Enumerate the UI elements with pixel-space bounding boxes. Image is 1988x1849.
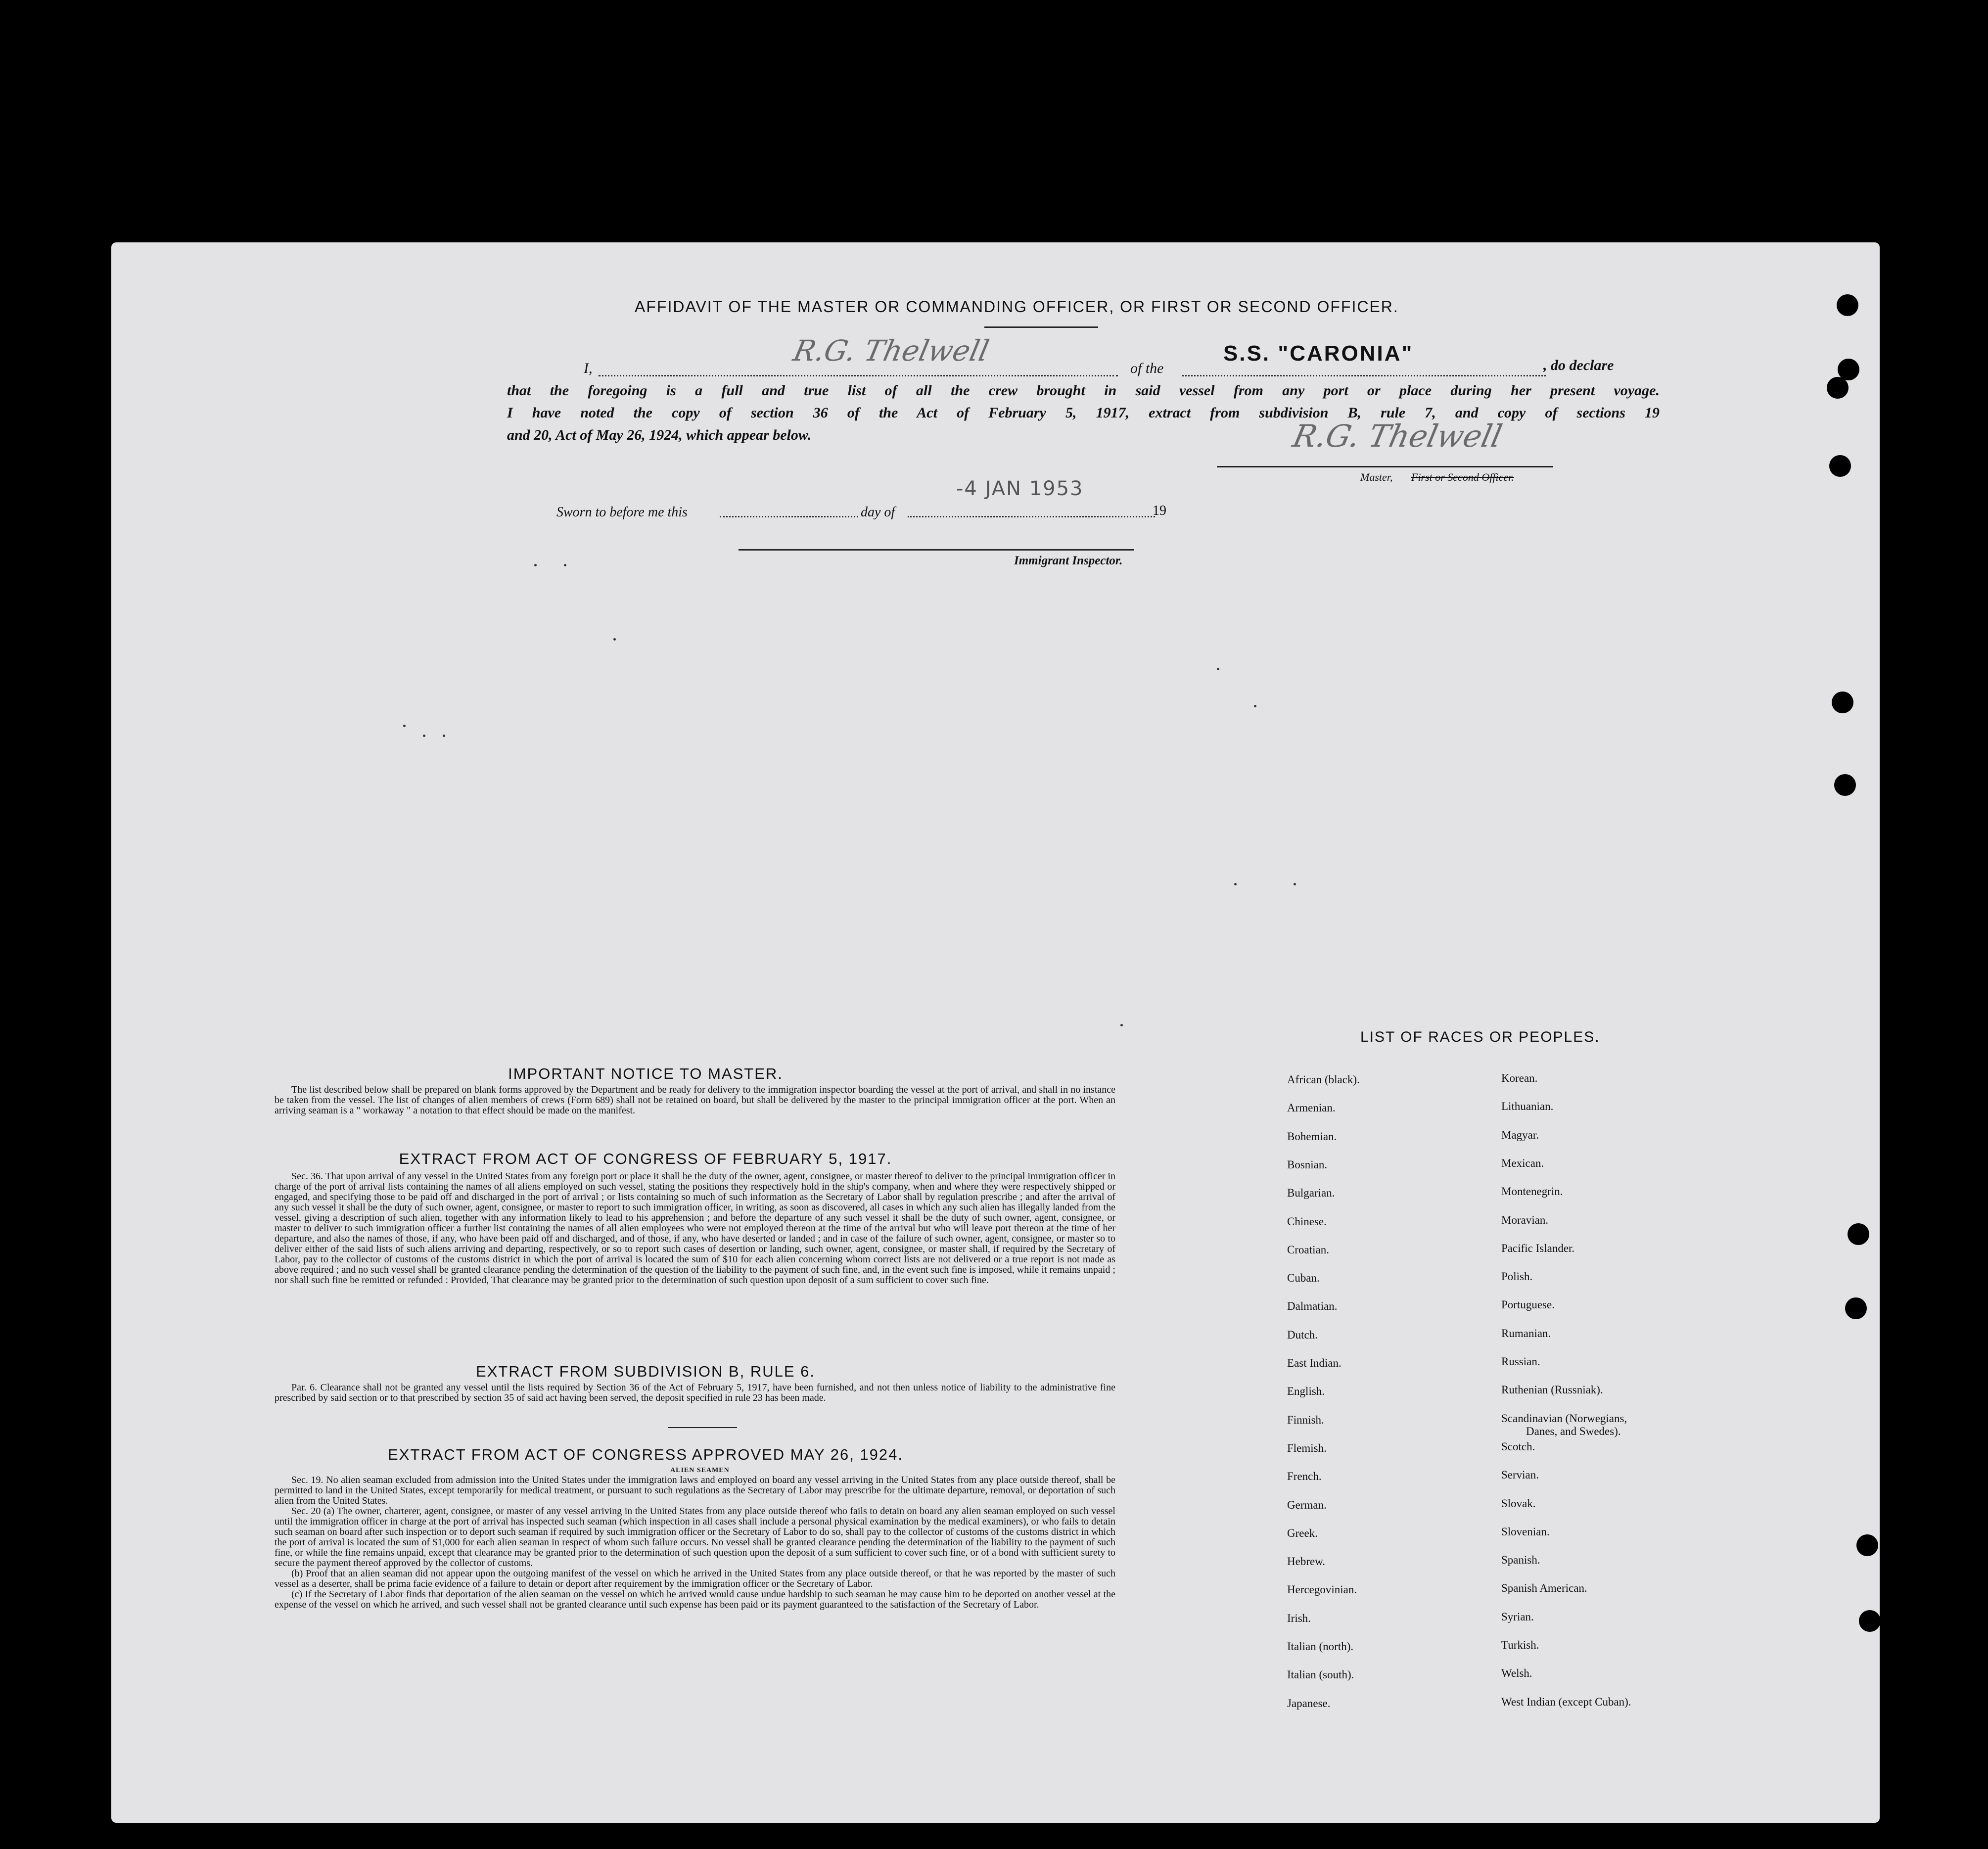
declaration-line-3: and 20, Act of May 26, 1924, which appear below.	[507, 427, 812, 443]
par-6-text: Par. 6. Clearance shall not be granted any vessel until the lists required by Section 36 of the Act of February 5, 1917, have been furnished, and not then unless notice of liability to the administrative fine prescribed by said section or to that prescribed by section 35 of said act having been served, the deposit specified in rule 23 has been made.	[275, 1382, 1115, 1403]
race-item: East Indian.	[1287, 1357, 1341, 1369]
race-item: Irish.	[1287, 1612, 1311, 1624]
race-item: Flemish.	[1287, 1441, 1327, 1454]
vessel-name: S.S. "CARONIA"	[1223, 341, 1414, 366]
race-item: Croatian.	[1287, 1243, 1329, 1256]
race-item: French.	[1287, 1470, 1322, 1483]
sworn-label: Sworn to before me this	[556, 505, 688, 520]
rule-6-rule	[668, 1427, 737, 1428]
race-item: Portuguese.	[1501, 1298, 1555, 1311]
title-rule	[984, 326, 1098, 328]
rule-6-title: EXTRACT FROM SUBDIVISION B, RULE 6.	[475, 1363, 816, 1380]
race-item: Servian.	[1501, 1469, 1539, 1481]
race-item: Armenian.	[1287, 1102, 1336, 1114]
race-item: German.	[1287, 1498, 1327, 1511]
race-item: Bulgarian.	[1287, 1187, 1335, 1200]
binder-hole	[1834, 774, 1856, 796]
day-of-label: day of	[861, 505, 895, 520]
binder-hole	[1837, 294, 1858, 316]
extract-1917-title: EXTRACT FROM ACT OF CONGRESS OF FEBRUARY 5, 1917.	[399, 1150, 892, 1167]
document-page	[111, 242, 1880, 1823]
binder-hole	[1859, 1610, 1880, 1632]
speck	[1254, 705, 1256, 707]
master-signature: R.G. Thelwell	[1290, 418, 1506, 454]
sworn-day-line	[720, 516, 858, 517]
section-20c-text: (c) If the Secretary of Labor finds that deportation of the alien seaman on the vessel on which he arrived would cause undue hardship to such seaman he may cause him to be deported on another vessel at the expense of the vessel on which he arrived, and such vessel shall not be granted clearance until such expense has been paid or its payment guaranteed to the satisfaction of the Secretary of Labor.	[275, 1589, 1115, 1610]
speck	[1120, 1024, 1123, 1026]
i-label: I,	[584, 360, 593, 376]
speck	[403, 725, 406, 727]
race-item: African (black).	[1287, 1073, 1360, 1086]
speck	[1294, 883, 1296, 885]
race-item: Slovenian.	[1501, 1525, 1550, 1538]
do-declare-label: , do declare	[1543, 357, 1614, 373]
speck	[564, 564, 566, 566]
race-item: Dalmatian.	[1287, 1300, 1338, 1313]
notice-text: The list described below shall be prepared on blank forms approved by the Department and be ready for delivery to the immigration inspector boarding the vessel at the port of arrival, and shall in no instance be taken from the vessel. The list of changes of alien members of crews (Form 689) shall not be retained on board, but shall be delivered by the master to the principal immigration officer at the port. When an arriving seaman is a " workaway " a notation to that effect should be made on the manifest.	[275, 1084, 1115, 1116]
race-item: Spanish American.	[1501, 1582, 1587, 1595]
notice-body	[275, 1085, 1115, 1116]
race-item: English.	[1287, 1385, 1325, 1398]
binder-hole	[1848, 1223, 1869, 1245]
race-item: Cuban.	[1287, 1272, 1320, 1285]
speck	[1217, 668, 1219, 670]
race-item: Finnish.	[1287, 1413, 1324, 1426]
section-20a-text: Sec. 20 (a) The owner, charterer, agent, consignee, or master of any vessel arriving in the United States from any place outside thereof who fails to detain on board any alien seaman employed on such vessel until the immigration officer in charge at the port of arrival has inspected such seaman (which inspection in all cases shall include a personal physical examination by the medical examiners), or who fails to detain such seaman on board after such inspection or to deport such seaman if required by such immigration officer or the Secretary of Labor to do so, shall pay to the collector of customs of the customs district in which the port of arrival is located the sum of $1,000 for each alien seaman in respect of whom such failure occurs. No vessel shall be granted clearance pending the determination of the liability to the payment of such fine, or while the fine remains unpaid, except that clearance may be granted prior to the determination of such question upon the deposit of a sum sufficient to cover such fine, or of a bond with sufficient surety to secure the payment thereof approved by the collector of customs.	[275, 1506, 1115, 1569]
race-item: Japanese.	[1287, 1697, 1331, 1710]
binder-hole	[1832, 692, 1853, 713]
speck	[1234, 883, 1237, 885]
notice-title: IMPORTANT NOTICE TO MASTER.	[508, 1065, 783, 1082]
inspector-label: Immigrant Inspector.	[1014, 554, 1123, 567]
race-item: Mexican.	[1501, 1156, 1544, 1169]
race-item: Turkish.	[1501, 1639, 1539, 1651]
master-sign-line	[1217, 466, 1553, 467]
race-item: Spanish.	[1501, 1554, 1540, 1567]
race-item: West Indian (except Cuban).	[1501, 1695, 1631, 1708]
race-item: Ruthenian (Russniak).	[1501, 1384, 1603, 1396]
race-item: Hercegovinian.	[1287, 1583, 1357, 1596]
race-item: Hebrew.	[1287, 1555, 1326, 1568]
race-item: Scandinavian (Norwegians,	[1501, 1412, 1627, 1425]
race-item: Magyar.	[1501, 1128, 1539, 1141]
affidavit-title: AFFIDAVIT OF THE MASTER OR COMMANDING OFFICER, OR FIRST OR SECOND OFFICER.	[635, 298, 1399, 316]
of-the-label: of the	[1130, 360, 1164, 376]
race-item: Russian.	[1501, 1355, 1540, 1368]
speck	[534, 564, 537, 566]
master-label: Master,	[1360, 471, 1393, 483]
race-item: Danes, and Swedes).	[1526, 1425, 1621, 1437]
race-item: Syrian.	[1501, 1610, 1534, 1623]
race-item: Italian (south).	[1287, 1668, 1354, 1681]
vessel-line	[1182, 375, 1546, 376]
race-item: Korean.	[1501, 1072, 1538, 1084]
section-20b-text: (b) Proof that an alien seaman did not appear upon the outgoing manifest of the vessel on which he arrived in the United States from any place outside thereof, or that he was reported by the master of such vessel as a deserter, shall be prima facie evidence of a failure to detain or deport after requirement by the immigration officer or the Secretary of Labor.	[275, 1568, 1115, 1589]
races-title: LIST OF RACES OR PEOPLES.	[1360, 1029, 1600, 1045]
race-item: Bosnian.	[1287, 1158, 1328, 1171]
binder-hole	[1829, 455, 1851, 477]
race-item: Polish.	[1501, 1270, 1533, 1283]
extract-1917-body	[275, 1171, 1115, 1286]
section-36-text: Sec. 36. That upon arrival of any vessel in the United States from any foreign port or place it shall be the duty of the owner, agent, consignee, or master thereof to deliver to the principal immigration officer in charge of the port of arrival lists containing the names of all aliens employed on such vessel, stating the positions they respectively hold in the ship's company, when and where they were respectively shipped or engaged, and specifying those to be paid off and discharged in the port of arrival ; or lists containing so much of such information as the Secretary of Labor shall by regulation prescribe ; and after the arrival of any such vessel it shall be the duty of such owner, agent, consignee, or master to report to such immigration officer, in writing, as soon as discovered, all cases in which any such alien has illegally landed from the vessel, giving a description of such alien, together with any information likely to lead to his apprehension ; and before the departure of any such vessel it shall be the duty of such owner, agent, consignee, or master to deliver to such immigration officer a further list containing the names of all alien employees who were not employed thereon at the time of the arrival but who will leave port thereon at the time of her departure, and also the names of those, if any, who have been paid off and discharged, and of those, if any, who have deserted or landed ; and in case of the failure of such owner, agent, consignee, or master so to deliver either of the said lists of such aliens arriving and departing, respectively, or so to report such cases of desertion or landing, such owner, agent, consignee, or master shall, if required by the Secretary of Labor, pay to the collector of customs of the customs district in which the port of arrival is located the sum of $10 for each alien concerning whom correct lists are not delivered or a true report is not made as above required ; and no such vessel shall be granted clearance pending the determination of the question of the liability to the payment of such fine, and, in the event such fine is imposed, while it remains unpaid ; nor shall such fine be remitted or refunded : Provided, That clearance may be granted prior to the determination of such question upon deposit of a sum sufficient to cover such fine.	[275, 1171, 1115, 1286]
race-item: Slovak.	[1501, 1497, 1536, 1510]
race-item: Rumanian.	[1501, 1327, 1551, 1340]
race-item: Lithuanian.	[1501, 1100, 1554, 1113]
race-item: Chinese.	[1287, 1215, 1327, 1228]
section-19-text: Sec. 19. No alien seaman excluded from admission into the United States under the immigration laws and employed on board any vessel arriving in the United States from any place outside thereof, shall be permitted to land in the United States, except temporarily for medical treatment, or pursuant to such regulations as the Secretary of Labor may prescribe for the ultimate departure, removal, or deportation of such alien from the United States.	[275, 1475, 1115, 1506]
date-stamp: -4 JAN 1953	[956, 477, 1084, 500]
inspector-line	[739, 549, 1134, 551]
struck-officer-label: First or Second Officer.	[1411, 471, 1514, 483]
extract-1924-body	[275, 1475, 1115, 1610]
signer-signature: R.G. Thelwell	[790, 334, 992, 368]
binder-hole	[1827, 377, 1849, 399]
binder-hole	[1845, 1297, 1867, 1319]
race-item: Scotch.	[1501, 1440, 1535, 1453]
race-item: Italian (north).	[1287, 1640, 1354, 1653]
race-item: Greek.	[1287, 1526, 1318, 1539]
extract-1924-title: EXTRACT FROM ACT OF CONGRESS APPROVED MAY 26, 1924.	[387, 1446, 904, 1463]
year-prefix: 19	[1153, 503, 1166, 518]
speck	[423, 735, 425, 737]
race-item: Pacific Islander.	[1501, 1242, 1575, 1254]
race-item: Montenegrin.	[1501, 1185, 1563, 1198]
race-item: Bohemian.	[1287, 1130, 1337, 1143]
race-item: Moravian.	[1501, 1213, 1549, 1226]
speck	[443, 735, 445, 737]
sworn-month-line	[908, 516, 1155, 517]
declaration-line-2: I have noted the copy of section 36 of the Act of February 5, 1917, extract from subdivision B, rule 7, and copy of sections 19	[507, 405, 1660, 421]
binder-hole	[1856, 1534, 1878, 1556]
declaration-line-1: that the foregoing is a full and true list of all the crew brought in said vessel from any port or place during her present voyage.	[507, 382, 1660, 399]
rule-6-body	[275, 1383, 1115, 1403]
race-item: Dutch.	[1287, 1328, 1318, 1341]
alien-seamen-subtitle: ALIEN SEAMEN	[670, 1467, 730, 1474]
speck	[613, 638, 616, 641]
name-line	[599, 375, 1118, 376]
race-item: Welsh.	[1501, 1667, 1532, 1680]
